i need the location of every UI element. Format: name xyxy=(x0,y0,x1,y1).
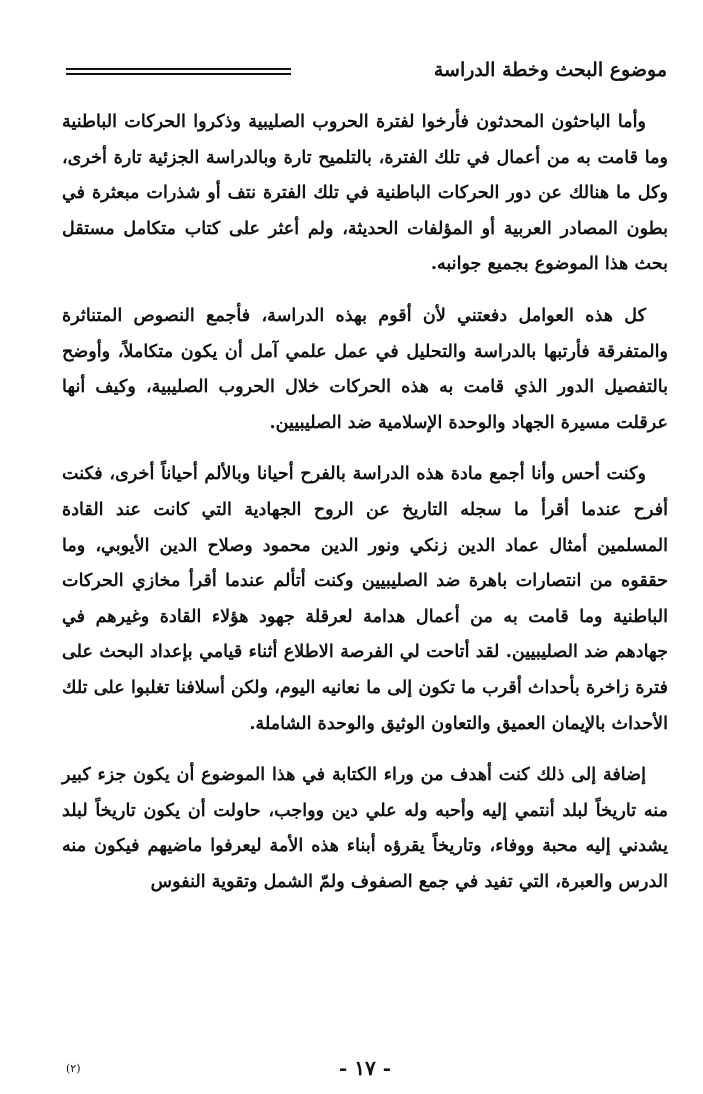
running-head-title: موضوع البحث وخطة الدراسة xyxy=(433,59,667,81)
paragraph-1: وأما الباحثون المحدثون فأرخوا لفترة الحروب الصليبية وذكروا الحركات الباطنية وما قامت به من أعمال في تلك الفترة، بالتلميح تارة وبالدراسة الجزئية تارة أخرى، وكل ما هنالك عن دور الحركات الباطنية في تلك الفترة نتف أو شذرات مبعثرة في بطون المصادر العربية أو المؤلفات الحديثة، ولم أعثر على كتاب متكامل مستقل بحث هذا الموضوع بجميع جوانبه. xyxy=(62,111,668,275)
body-text xyxy=(62,104,668,915)
paragraph-4: إضافة إلى ذلك كنت أهدف من وراء الكتابة في هذا الموضوع أن يكون جزء كبير منه تاريخاً لبلد أنتمي إليه وأحبه وله علي دين وواجب، حاولت أن يكون تاريخاً لبلد يشدني إليه محبة ووفاء، وتاريخاً يقرؤه أبناء هذه الأمة ليعرفوا ماضيهم فيكون منه الدرس والعبرة، التي تفيد في جمع الصفوف ولمّ الشمل وتقوية النفوس xyxy=(62,764,668,892)
paragraph-2: كل هذه العوامل دفعتني لأن أقوم بهذه الدراسة، فأجمع النصوص المتناثرة والمتفرقة فأرتبها بالدراسة والتحليل في عمل علمي آمل أن يكون متكاملاً، وأوضح بالتفصيل الدور الذي قامت به هذه الحركات خلال الحروب الصليبية، وكيف أنها عرقلت مسيرة الجهاد والوحدة الإسلامية ضد الصليبيين. xyxy=(62,304,668,433)
header-double-rule xyxy=(66,68,291,75)
page-number: - ١٧ - xyxy=(338,1056,391,1080)
paragraph-3: وكنت أحس وأنا أجمع مادة هذه الدراسة بالفرح أحيانا وبالألم أحياناً أخرى، فكنت أفرح عندما أقرأ ما سجله التاريخ عن الروح الجهادية التي كانت عند القادة المسلمين أمثال عماد الدين زنكي ونور الدين محمود وصلاح الدين الأيوبي، وما حققوه من انتصارات باهرة ضد الصليبيين وكنت أتألم عندما أقرأ مخازي الحركات الباطنية وما قامت به من أعمال هدامة لعرقلة جهود هؤلاء القادة وغيرهم في جهادهم ضد الصليبيين. لقد أتاحت لي الفرصة الاطلاع أثناء قيامي بإعداد البحث على فترة زاخرة بأحداث أقرب ما تكون إلى ما نعانيه اليوم، ولكن أسلافنا تغلبوا على تلك الأحداث بالإيمان العميق والتعاون الوثيق والوحدة الشاملة. xyxy=(62,463,668,734)
signature-mark: (٢) xyxy=(66,1062,81,1075)
